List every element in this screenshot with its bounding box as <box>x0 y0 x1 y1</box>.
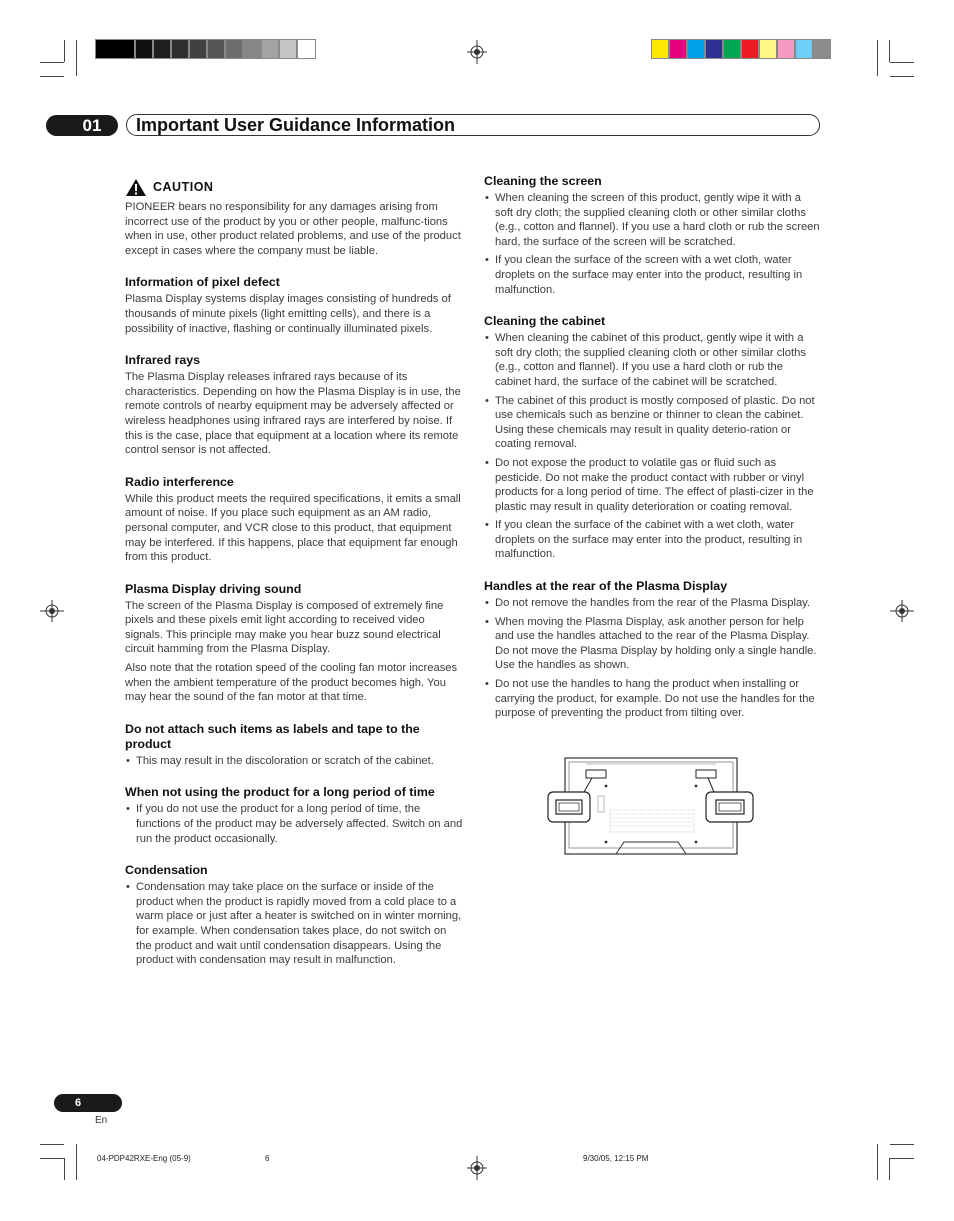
color-bar <box>651 39 831 59</box>
gray-swatch <box>153 39 171 59</box>
page-title: Important User Guidance Information <box>136 115 456 135</box>
gray-swatch <box>243 39 261 59</box>
color-swatch <box>669 39 687 59</box>
section-paragraph: While this product meets the required specifications, it emits a small amount of noise. If you place such equipment as an AM radio, personal computer, and VCR close to this product, that equipment may be interfered. If this happens, place that equipment far enough from this product. <box>125 492 461 564</box>
section-handles-at-the-rear-of-the-plasma-display <box>484 579 820 721</box>
color-swatch <box>723 39 741 59</box>
gray-swatch <box>171 39 189 59</box>
registration-mark-icon <box>467 1156 487 1180</box>
section-title: Plasma Display driving sound <box>125 581 302 596</box>
section-paragraph: Also note that the rotation speed of the cooling fan motor increases when the ambient temperature of the product becomes high. You may hear the sound of the fan motor at that time. <box>125 662 458 704</box>
plasma-display-rear-handles-illustration <box>546 756 756 858</box>
list-item: • The cabinet of this product is mostly composed of plastic. Do not use chemicals such as benzine or thinner to clean the cabinet. Using these chemicals may result in quality deterio-ration or coating removal. <box>484 394 820 452</box>
section-paragraph: The screen of the Plasma Display is composed of extremely fine pixels and these pixels emit light according to received video signals. This principle may make you hear buzz sound electrical circuit hamming from the Plasma Display. <box>125 599 444 656</box>
list-item: • If you clean the surface of the cabinet with a wet cloth, water droplets on the surface may enter into the product, resulting in malfunction. <box>484 518 820 562</box>
gray-swatch <box>95 39 135 59</box>
footer-date: 9/30/05, 12:15 PM <box>583 1154 649 1163</box>
page-language: En <box>95 1115 108 1126</box>
gray-color-bar <box>95 39 316 59</box>
list-item: • If you do not use the product for a long period of time, the functions of the product may be adversely affected. Switch on and run the product occasionally. <box>125 802 463 846</box>
registration-mark-icon <box>890 600 914 622</box>
color-swatch <box>705 39 723 59</box>
section-when-not-using-the-product-for-a-long-period-of-time <box>125 785 463 846</box>
list-item: • When moving the Plasma Display, ask another person for help and use the handles attached to the rear of the Plasma Display. Do not move the Plasma Display by holding only a single handle. Use the handles as shown. <box>484 615 820 673</box>
section-title: Radio interference <box>125 474 234 489</box>
section-information-of-pixel-defect <box>125 275 463 336</box>
section-plasma-display-driving-sound <box>125 582 463 705</box>
section-do-not-attach-such-items-as-labels-and-tape-to-the-product <box>125 722 463 769</box>
section-title: Do not attach such items as labels and tape to the product <box>125 721 420 751</box>
color-swatch <box>813 39 831 59</box>
footer-page: 6 <box>265 1154 270 1163</box>
section-cleaning-the-cabinet <box>484 314 820 562</box>
section-title: Infrared rays <box>125 353 201 368</box>
color-swatch <box>651 39 669 59</box>
list-item: • Condensation may take place on the surface or inside of the product when the product is rapidly moved from a cold place to a warm place or just after a heater is switched on in winter morning, for example. When condensation takes place, do not switch on the product and wait until condensation disappears. Using the product with condensation may result in malfunction. <box>125 880 463 968</box>
section-infrared-rays <box>125 353 463 458</box>
caution-label: CAUTION <box>153 180 214 195</box>
gray-swatch <box>297 39 316 59</box>
list-item: • When cleaning the cabinet of this product, gently wipe it with a soft dry cloth; the supplied cleaning cloth or other similar cloths (e.g., cotton and flannel). If you use a hard cloth or rub the cabinet hard, the surface of the cabinet will be scratched. <box>484 331 820 389</box>
section-title: Condensation <box>125 863 208 878</box>
list-item: • Do not use the handles to hang the product when installing or carrying the product, for example. Do not use the handles for the purpose of preventing the product from tilting over. <box>484 677 820 721</box>
color-swatch <box>795 39 813 59</box>
section-paragraph: Plasma Display systems display images consisting of hundreds of thousands of minute pixels (light emitting cells), and there is a possibility of inactive, flashing or continually illuminated pixels. <box>125 293 451 335</box>
gray-swatch <box>207 39 225 59</box>
section-cleaning-the-screen <box>484 174 820 297</box>
registration-mark-icon <box>467 40 487 64</box>
color-swatch <box>759 39 777 59</box>
bullet-list <box>484 191 820 297</box>
page-number: 6 <box>54 1094 122 1112</box>
gray-swatch <box>261 39 279 59</box>
section-condensation <box>125 863 463 968</box>
footer-file: 04-PDP42RXE-Eng (05-9) <box>97 1154 191 1163</box>
list-item: • Do not remove the handles from the rear of the Plasma Display. <box>484 596 820 611</box>
section-title: Handles at the rear of the Plasma Display <box>484 579 728 594</box>
color-swatch <box>777 39 795 59</box>
warning-triangle-icon <box>125 178 147 197</box>
section-paragraph: The Plasma Display releases infrared rays because of its characteristics. Depending on how the Plasma Display is in use, the remote controls of nearby equipment may be adversely affected or wireless headphones using infrared rays are interfered by noise. If this is the case, place that equipment at a location where its remote control sensor is not affected. <box>125 371 461 457</box>
left-column <box>125 180 463 985</box>
gray-swatch <box>225 39 243 59</box>
gray-swatch <box>189 39 207 59</box>
caution-text: PIONEER bears no responsibility for any damages arising from incorrect use of the product by you or other people, malfunc-tions when in use, other product related problems, and use of the product except in cases where the company must be liable. <box>125 201 461 257</box>
caution-section <box>125 178 463 258</box>
list-item: • Do not expose the product to volatile gas or fluid such as pesticide. Do not make the product contact with rubber or vinyl products for a long period of time. The effect of plasti-cizer in the plastic may result in quality deterioration or coating removal. <box>484 456 820 514</box>
gray-swatch <box>135 39 153 59</box>
gray-swatch <box>279 39 297 59</box>
bullet-list <box>125 754 463 769</box>
bullet-list <box>125 880 463 968</box>
bullet-list <box>484 596 820 721</box>
section-title: Information of pixel defect <box>125 275 280 290</box>
right-column <box>484 174 820 738</box>
color-swatch <box>687 39 705 59</box>
section-title: Cleaning the screen <box>484 174 602 188</box>
section-title: When not using the product for a long period of time <box>125 785 435 800</box>
chapter-number: 01 <box>46 115 118 136</box>
bullet-list <box>125 802 463 846</box>
registration-mark-icon <box>40 600 64 622</box>
list-item: • When cleaning the screen of this product, gently wipe it with a soft dry cloth; the supplied cleaning cloth or other similar cloths (e.g., cotton and flannel). If you use a hard cloth or rub the screen hard, the surface of the screen will be scratched. <box>484 191 820 249</box>
section-title: Cleaning the cabinet <box>484 314 606 329</box>
list-item: • If you clean the surface of the screen with a wet cloth, water droplets on the surface may enter into the product, resulting in malfunction. <box>484 253 820 297</box>
list-item: • This may result in the discoloration or scratch of the cabinet. <box>125 754 463 769</box>
section-radio-interference <box>125 475 463 565</box>
bullet-list <box>484 331 820 562</box>
color-swatch <box>741 39 759 59</box>
